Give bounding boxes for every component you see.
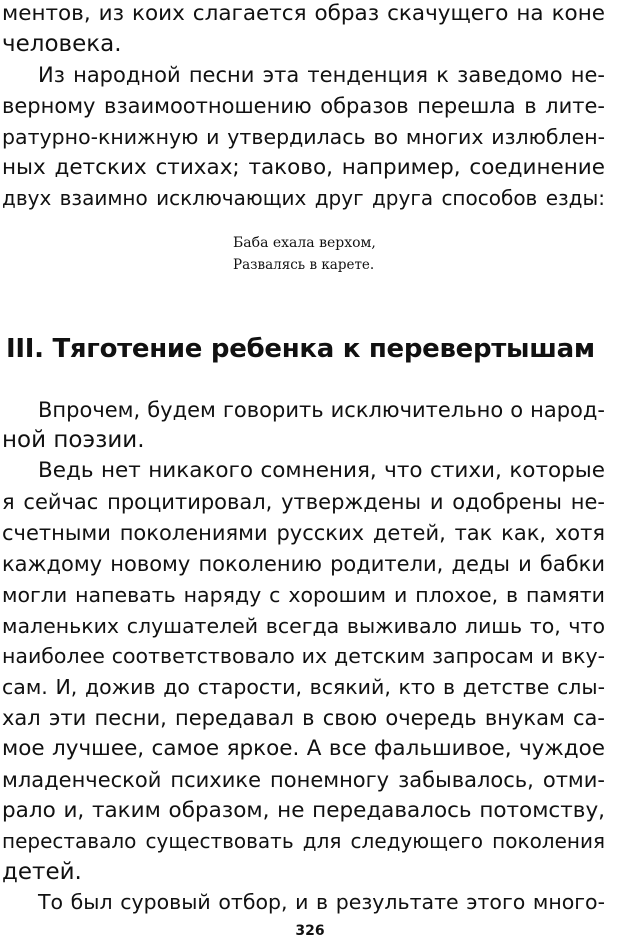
text-line: ратурно-книжную и утвердилась во многих излюблен- — [2, 125, 605, 149]
text-line: рало и, таким образом, не передавалось потомству, — [2, 798, 605, 823]
text-line: верному взаимоотношению образов перешла в лите- — [2, 94, 605, 118]
text-line: наиболее соответствовало их детским запросам и вку- — [2, 644, 605, 668]
text-line: Из народной песни эта тенденция к заведомо не- — [38, 63, 605, 87]
text-line: человека. — [2, 31, 122, 57]
verse-line: Баба ехала верхом, — [233, 235, 376, 251]
text-line: То был суровый отбор, и в результате этого много- — [38, 890, 605, 914]
text-line: переставало существовать для следующего поколения — [2, 829, 605, 853]
text-line: счетными поколениями русских детей, так как, хотя — [2, 521, 605, 545]
text-line: сам. И, дожив до старости, всякий, кто в детстве слы- — [2, 675, 605, 699]
text-line: младенческой психике понемногу забывалось, отми- — [2, 768, 605, 792]
page-number: 326 — [295, 923, 325, 939]
verse-line: Развалясь в карете. — [233, 257, 375, 273]
text-line: ной поэзии. — [2, 427, 145, 453]
text-line: детей. — [2, 859, 82, 885]
section-heading: III. Тяготение ребенка к перевертышам — [6, 334, 595, 364]
text-line: каждому новому поколению родители, деды и бабки — [2, 552, 605, 576]
text-line: Впрочем, будем говорить исключительно о народ- — [38, 398, 605, 422]
text-line: хал эти песни, передавал в свою очередь внукам са- — [2, 706, 605, 730]
text-line: могли напевать наряду с хорошим и плохое, в памяти — [2, 583, 605, 607]
text-line: мое лучшее, самое яркое. А все фальшивое, чуждое — [2, 736, 605, 761]
text-line: двух взаимно исключающих друг друга способов езды: — [2, 186, 605, 210]
text-line: Ведь нет никакого сомнения, что стихи, которые — [38, 458, 605, 483]
text-line: маленьких слушателей всегда выживало лишь то, что — [2, 614, 605, 638]
text-line: ных детских стихах; таково, например, соединение — [2, 155, 605, 180]
text-line: я сейчас процитировал, утверждены и одобрены не- — [2, 490, 605, 514]
text-line: ментов, из коих слагается образ скачущего на коне — [2, 1, 605, 26]
